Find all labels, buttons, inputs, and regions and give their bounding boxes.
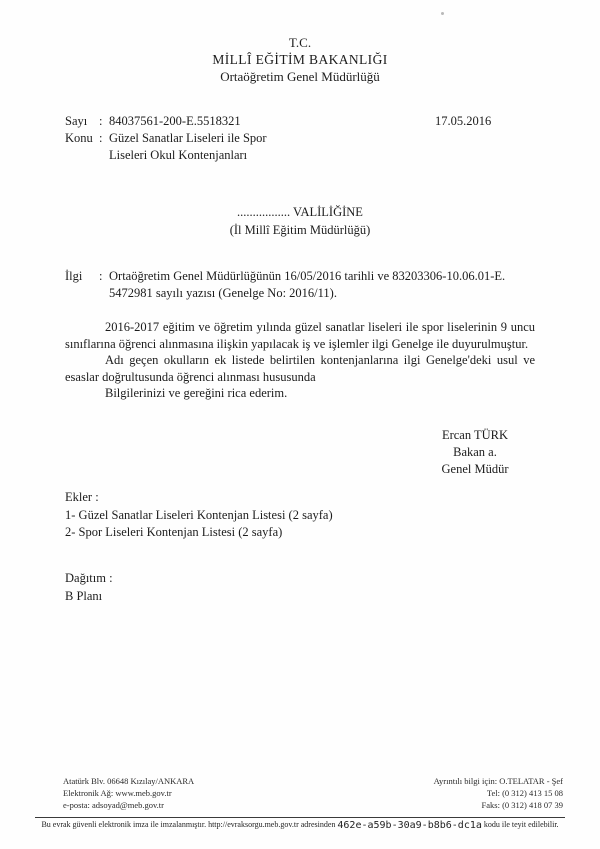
ilgi-text xyxy=(109,268,509,302)
distribution-item: B Planı xyxy=(65,589,103,603)
sayi-label: Sayı xyxy=(65,114,88,128)
footer-info-contact: Ayrıntılı bilgi için: O.TELATAR - Şef xyxy=(433,776,563,786)
footer-fax: Faks: (0 312) 418 07 39 xyxy=(481,799,563,810)
footer-address: Atatürk Blv. 06648 Kızılay/ANKARA xyxy=(63,776,195,786)
recipient-block xyxy=(0,203,600,239)
signer-title1: Bakan a. xyxy=(453,445,497,459)
sayi-separator: : xyxy=(99,114,103,128)
signer-title2: Genel Müdür xyxy=(441,462,509,476)
document-meta xyxy=(65,113,267,164)
konu-separator: : xyxy=(99,131,103,145)
attachment-item: 1- Güzel Sanatlar Liseleri Kontenjan Listesi (2 sayfa) xyxy=(65,507,333,522)
footer-contact-left xyxy=(63,776,194,811)
ilgi-text-line2: 5472981 sayılı yazısı (Genelge No: 2016/11). xyxy=(109,286,337,300)
footer-website: Elektronik Ağ: www.meb.gov.tr xyxy=(63,787,172,798)
letterhead-tc: T.C. xyxy=(288,35,312,50)
konu-row xyxy=(65,130,267,164)
distribution-block xyxy=(65,569,113,605)
attachments-label: Ekler : xyxy=(65,490,99,504)
verification-suffix: kodu ile teyit edilebilir. xyxy=(483,820,559,829)
attachment-item: 2- Spor Liseleri Kontenjan Listesi (2 sayfa) xyxy=(65,525,283,539)
recipient-line: ................. VALİLİĞİNE xyxy=(237,205,363,219)
reference-block xyxy=(65,268,509,302)
body-paragraph1-line1: 2016-2017 eğitim ve öğretim yılında güzel sanatlar liseleri ile spor liselerinin 9 uncu xyxy=(105,320,535,334)
letterhead xyxy=(0,34,600,85)
scan-artifact xyxy=(441,12,444,15)
document-date: 17.05.2016 xyxy=(435,114,492,128)
konu-value-line1: Güzel Sanatlar Liseleri ile Spor xyxy=(109,131,267,145)
verification-prefix: Bu evrak güvenli elektronik imza ile imzalanmıştır. http://evraksorgu.meb.gov.tr adresinden xyxy=(41,820,336,829)
verification-line xyxy=(0,820,600,831)
sayi-value: 84037561-200-E.5518321 xyxy=(109,114,241,128)
letterhead-ministry: MİLLÎ EĞİTİM BAKANLIĞI xyxy=(212,52,388,67)
footer-email: e-posta: adsoyad@meb.gov.tr xyxy=(63,799,164,810)
letter-body xyxy=(65,319,535,402)
ilgi-label: İlgi xyxy=(65,269,83,283)
konu-value xyxy=(109,130,267,164)
verification-code: 462e-a59b-30a9-b8b6-dc1a xyxy=(337,820,482,831)
ilgi-separator: : xyxy=(99,269,103,283)
konu-value-line2: Liseleri Okul Kontenjanları xyxy=(109,148,248,162)
attachments-block xyxy=(65,489,333,542)
distribution-label: Dağıtım : xyxy=(65,571,113,585)
sayi-row xyxy=(65,113,267,130)
body-paragraph1-line2: sınıflarına öğrenci alınmasına ilişkin yapılacak iş ve işlemler ilgi Genelge ile duyurulmuştur. xyxy=(65,336,529,351)
recipient-sub-line: (İl Millî Eğitim Müdürlüğü) xyxy=(229,223,371,237)
body-paragraph2-line1: Adı geçen okulların ek listede belirtilen kontenjanlarına ilgi Genelge'deki usul ve xyxy=(105,353,535,367)
footer-divider xyxy=(35,817,565,818)
ilgi-text-line1: Ortaöğretim Genel Müdürlüğünün 16/05/2016 tarihli ve 83203306-10.06.01-E. xyxy=(109,269,506,283)
signer-name: Ercan TÜRK xyxy=(441,428,509,442)
body-paragraph2-line2: esaslar doğrultusunda öğrenci alınması hususunda xyxy=(65,369,316,384)
footer-phone: Tel: (0 312) 413 15 08 xyxy=(486,787,563,798)
konu-label: Konu xyxy=(65,131,93,145)
signature-block xyxy=(380,427,570,478)
body-closing-line: Bilgilerinizi ve gereğini rica ederim. xyxy=(105,386,288,400)
footer-contact-right xyxy=(434,776,563,811)
letterhead-directorate: Ortaöğretim Genel Müdürlüğü xyxy=(220,69,380,84)
